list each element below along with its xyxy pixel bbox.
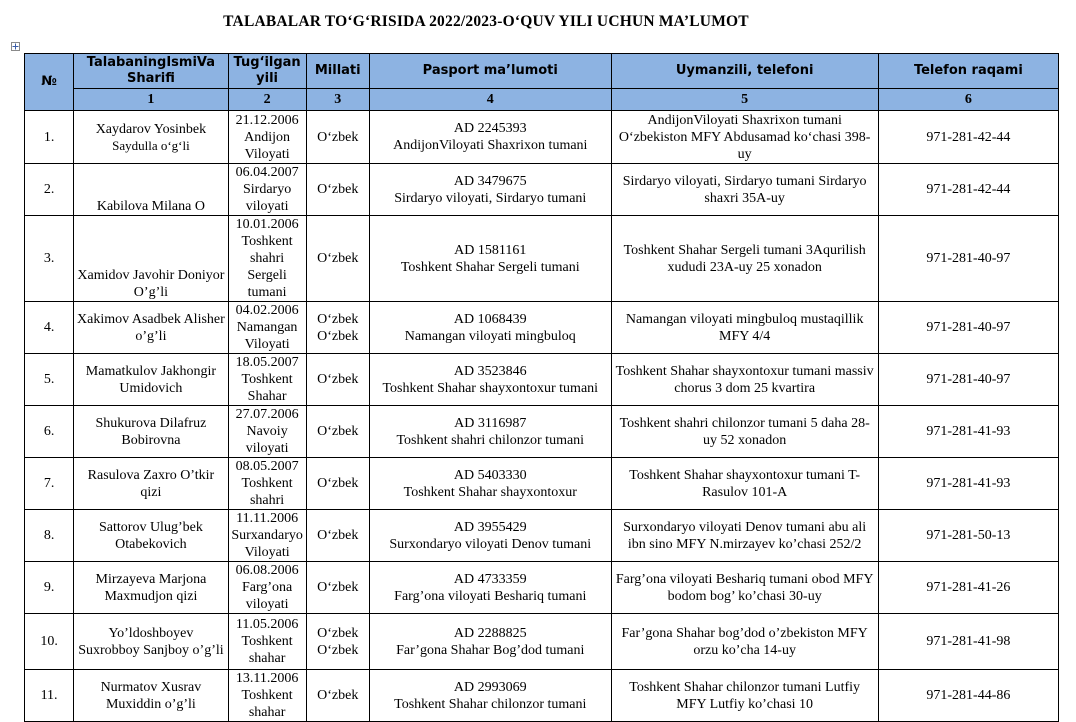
birth-date: 08.05.2007 — [235, 459, 299, 474]
birth-place: Toshkent Shahar — [241, 372, 293, 404]
birth-date: 21.12.2006 — [235, 112, 299, 128]
student-name — [74, 354, 229, 406]
phone-number: 971-281-41-26 — [878, 562, 1058, 614]
home-address: Toshkent shahri chilonzor tumani 5 daha 28-uy 52 xonadon — [611, 406, 878, 458]
table-row — [25, 302, 1059, 354]
phone-number: 971-281-41-98 — [878, 614, 1058, 670]
student-name-main: Shukurova Dilafruz Bobirovna — [95, 415, 207, 448]
nationality: O‘zbek — [306, 670, 369, 722]
passport-place: Toshkent Shahar Sergeli tumani — [400, 259, 580, 275]
passport-info — [369, 302, 611, 354]
table-row — [25, 216, 1059, 302]
student-name — [74, 406, 229, 458]
birth-date: 18.05.2007 — [235, 355, 299, 370]
birth-date: 27.07.2006 — [235, 407, 299, 422]
birth-info — [228, 302, 306, 354]
birth-info — [228, 614, 306, 670]
row-number: 4. — [25, 302, 74, 354]
passport-info — [369, 562, 611, 614]
birth-info — [228, 216, 306, 302]
nationality: O‘zbek — [306, 164, 369, 216]
row-number: 6. — [25, 406, 74, 458]
student-name — [74, 458, 229, 510]
passport-place: Namangan viloyati mingbuloq — [404, 328, 576, 344]
nationality: O‘zbek — [306, 406, 369, 458]
birth-info — [228, 354, 306, 406]
passport-place: Toshkent Shahar chilonzor tumani — [394, 696, 587, 712]
row-number: 1. — [25, 111, 74, 164]
row-number: 9. — [25, 562, 74, 614]
table-row — [25, 406, 1059, 458]
table-row — [25, 164, 1059, 216]
phone-number: 971-281-41-93 — [878, 458, 1058, 510]
phone-number: 971-281-40-97 — [878, 216, 1058, 302]
birth-info — [228, 670, 306, 722]
passport-number: AD 1581161 — [454, 242, 527, 258]
col-header-number: № — [25, 54, 74, 111]
col-header-birth: Tug‘ilgan yili — [228, 54, 306, 89]
col-number-1: 1 — [74, 89, 229, 111]
col-header-name: TalabaningIsmiVa Sharifi — [74, 54, 229, 89]
birth-info — [228, 458, 306, 510]
table-row — [25, 614, 1059, 670]
col-header-phone: Telefon raqami — [878, 54, 1058, 89]
passport-number: AD 3116987 — [454, 415, 527, 431]
passport-number: AD 2245393 — [453, 121, 527, 136]
row-number: 10. — [25, 614, 74, 670]
passport-info — [369, 458, 611, 510]
student-name — [74, 216, 229, 302]
table-row — [25, 458, 1059, 510]
passport-info — [369, 406, 611, 458]
phone-number: 971-281-42-44 — [878, 111, 1058, 164]
nationality: O‘zbek — [306, 354, 369, 406]
birth-info — [228, 406, 306, 458]
student-name-main: Yo’ldoshboyev Suxrobboy Sanjboy o’g’li — [78, 625, 224, 658]
table-row — [25, 510, 1059, 562]
row-number: 2. — [25, 164, 74, 216]
home-address: Far’gona Shahar bog’dod o’zbekiston MFY orzu ko’cha 14-uy — [611, 614, 878, 670]
passport-info — [369, 354, 611, 406]
student-name-sub: Saydulla o‘g‘li — [112, 137, 190, 153]
student-name-main: Xaydarov Yosinbek — [95, 121, 207, 137]
passport-number: AD 5403330 — [453, 467, 527, 483]
row-number: 7. — [25, 458, 74, 510]
home-address: Toshkent Shahar Sergeli tumani 3Aqurilish xududi 23A-uy 25 xonadon — [611, 216, 878, 302]
student-name-main: Kabilova Milana O — [96, 199, 205, 214]
col-number-5: 5 — [611, 89, 878, 111]
col-number-2: 2 — [228, 89, 306, 111]
student-name — [74, 510, 229, 562]
document-title: TALABALAR TO‘G‘RISIDA 2022/2023-O‘QUV YILI UCHUN MA’LUMOT — [223, 13, 749, 30]
student-name-main: Mirzayeva Marjona Maxmudjon qizi — [95, 571, 207, 604]
student-name — [74, 111, 229, 164]
passport-number: AD 3479675 — [453, 173, 527, 189]
birth-place: Toshkent shahar — [241, 688, 293, 720]
passport-number: AD 2288825 — [453, 625, 527, 641]
col-number-4: 4 — [369, 89, 611, 111]
column-number-row — [25, 89, 1059, 111]
birth-date: 06.04.2007 — [235, 165, 299, 180]
passport-number: AD 1068439 — [453, 311, 527, 327]
passport-place: Toshkent shahri chilonzor tumani — [396, 432, 585, 448]
phone-number: 971-281-44-86 — [878, 670, 1058, 722]
passport-number: AD 3955429 — [453, 519, 527, 535]
passport-info — [369, 111, 611, 164]
phone-number: 971-281-40-97 — [878, 354, 1058, 406]
passport-number: AD 2993069 — [453, 679, 527, 695]
home-address: Namangan viloyati mingbuloq mustaqillik MFY 4/4 — [611, 302, 878, 354]
passport-place: Farg’ona viloyati Beshariq tumani — [394, 588, 587, 604]
passport-place: Far’gona Shahar Bog’dod tumani — [396, 642, 585, 658]
passport-info — [369, 510, 611, 562]
passport-place: Toshkent Shahar shayxontoxur tumani — [382, 380, 599, 396]
birth-place: Andijon Viloyati — [244, 129, 291, 162]
birth-date: 11.05.2006 — [235, 617, 299, 632]
birth-place: Toshkent shahri Sergeli tumani — [241, 234, 293, 300]
col-header-passport: Pasport ma’lumoti — [369, 54, 611, 89]
birth-place: Farg’ona viloyati — [241, 580, 293, 612]
birth-date: 10.01.2006 — [235, 217, 299, 232]
birth-place: Toshkent shahar — [241, 634, 293, 666]
student-name-main: Nurmatov Xusrav Muxiddin o’g’li — [100, 679, 202, 712]
header-row — [25, 54, 1059, 89]
col-number-6: 6 — [878, 89, 1058, 111]
row-number: 3. — [25, 216, 74, 302]
nationality: O‘zbek — [306, 510, 369, 562]
phone-number: 971-281-50-13 — [878, 510, 1058, 562]
passport-number: AD 4733359 — [453, 571, 527, 587]
phone-number: 971-281-40-97 — [878, 302, 1058, 354]
birth-info — [228, 111, 306, 164]
students-table — [24, 53, 1059, 722]
home-address: Toshkent Shahar shayxontoxur tumani T-Rasulov 101-A — [611, 458, 878, 510]
student-name-main: Mamatkulov Jakhongir Umidovich — [85, 363, 217, 396]
nationality: O‘zbek — [306, 458, 369, 510]
phone-number: 971-281-42-44 — [878, 164, 1058, 216]
home-address: Farg’ona viloyati Beshariq tumani obod MFY bodom bog’ ko’chasi 30-uy — [611, 562, 878, 614]
passport-number: AD 3523846 — [453, 363, 527, 379]
birth-place: Surxandaryo Viloyati — [231, 528, 303, 560]
birth-date: 04.02.2006 — [235, 303, 299, 318]
birth-info — [228, 562, 306, 614]
birth-date: 13.11.2006 — [235, 671, 299, 686]
table-move-handle-icon[interactable] — [11, 42, 20, 51]
passport-info — [369, 670, 611, 722]
student-name — [74, 670, 229, 722]
row-number: 11. — [25, 670, 74, 722]
nationality: O‘zbek — [306, 216, 369, 302]
student-name-main: Sattorov Ulug’bek Otabekovich — [99, 519, 203, 552]
student-name — [74, 614, 229, 670]
passport-info — [369, 164, 611, 216]
nationality: O‘zbek — [306, 562, 369, 614]
table-row — [25, 111, 1059, 164]
home-address: Sirdaryo viloyati, Sirdaryo tumani Sirdaryo shaxri 35A-uy — [611, 164, 878, 216]
phone-number: 971-281-41-93 — [878, 406, 1058, 458]
birth-place: Toshkent shahri — [241, 476, 293, 508]
birth-date: 11.11.2006 — [236, 511, 299, 526]
home-address: Surxondaryo viloyati Denov tumani abu ali ibn sino MFY N.mirzayev ko’chasi 252/2 — [611, 510, 878, 562]
home-address: Toshkent Shahar chilonzor tumani Lutfiy MFY Lutfiy ko’chasi 10 — [611, 670, 878, 722]
passport-info — [369, 614, 611, 670]
row-number: 5. — [25, 354, 74, 406]
table-row — [25, 562, 1059, 614]
student-name — [74, 562, 229, 614]
col-header-address: Uymanzili, telefoni — [611, 54, 878, 89]
col-header-nationality: Millati — [306, 54, 369, 89]
student-name — [74, 164, 229, 216]
table-row — [25, 670, 1059, 722]
nationality: O‘zbek O‘zbek — [306, 302, 369, 354]
birth-place: Sirdaryo viloyati — [242, 182, 292, 214]
passport-place: Surxondaryo viloyati Denov tumani — [389, 536, 592, 552]
student-name-main: Rasulova Zaxro O’tkir qizi — [87, 467, 215, 500]
passport-place: AndijonViloyati Shaxrixon tumani — [393, 138, 588, 153]
passport-place: Sirdaryo viloyati, Sirdaryo tumani — [394, 190, 587, 206]
table-row — [25, 354, 1059, 406]
student-name-main: Xamidov Javohir Doniyor O’g’li — [77, 268, 225, 300]
home-address: AndijonViloyati Shaxrixon tumani O‘zbekiston MFY Abdusamad ko‘chasi 398-uy — [611, 111, 878, 164]
col-number-3: 3 — [306, 89, 369, 111]
birth-info — [228, 510, 306, 562]
student-name-main: Xakimov Asadbek Alisher o’g’li — [77, 311, 225, 344]
passport-info — [369, 216, 611, 302]
nationality: O‘zbek O‘zbek — [306, 614, 369, 670]
student-name — [74, 302, 229, 354]
birth-place: Namangan Viloyati — [236, 320, 298, 352]
birth-place: Navoiy viloyati — [245, 424, 289, 456]
birth-info — [228, 164, 306, 216]
passport-place: Toshkent Shahar shayxontoxur — [403, 484, 577, 500]
row-number: 8. — [25, 510, 74, 562]
home-address: Toshkent Shahar shayxontoxur tumani massiv chorus 3 dom 25 kvartira — [611, 354, 878, 406]
nationality: O‘zbek — [306, 111, 369, 164]
birth-date: 06.08.2006 — [235, 563, 299, 578]
